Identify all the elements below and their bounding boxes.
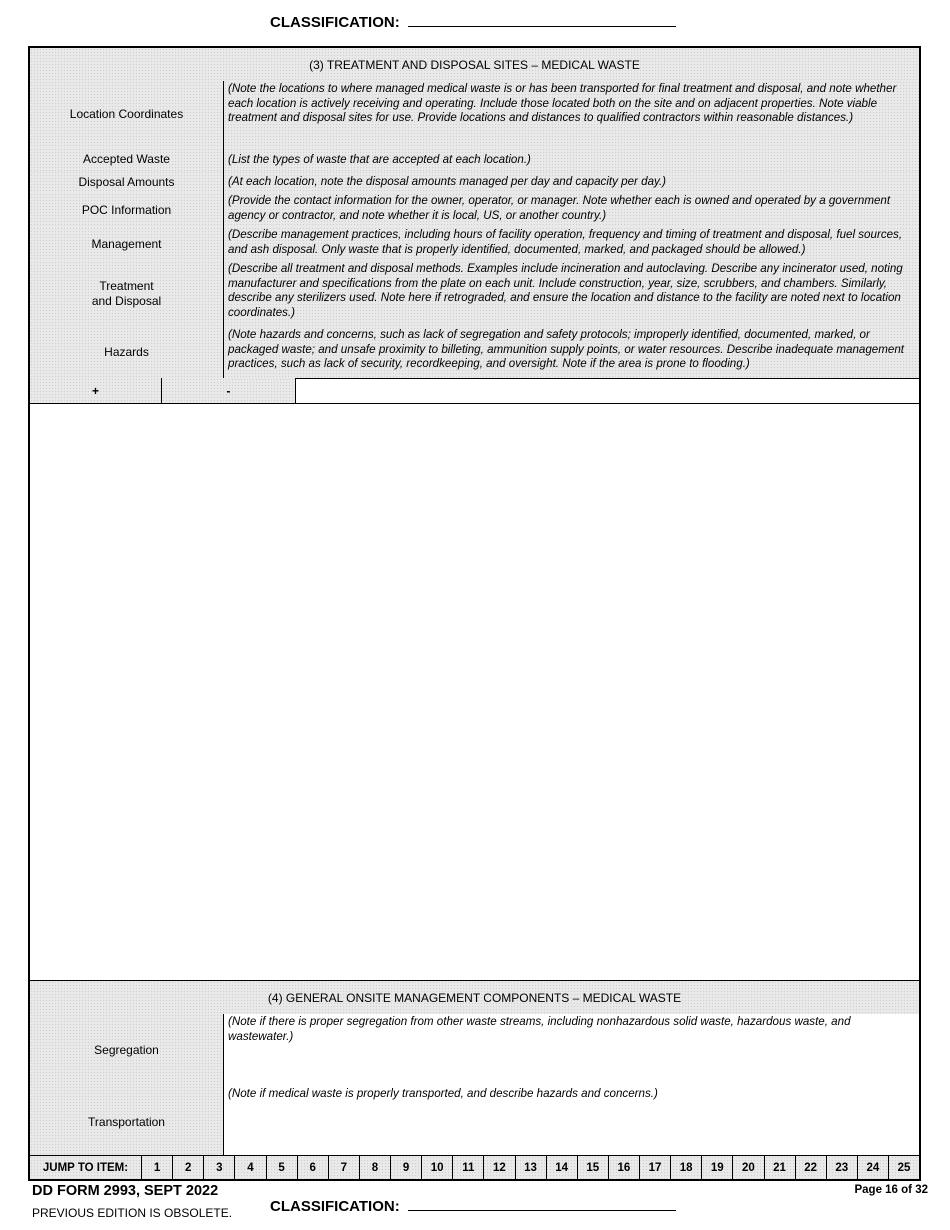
row-label: Management — [30, 227, 224, 261]
row-label: Accepted Waste — [30, 148, 224, 171]
page-number: Page 16 of 32 — [854, 1184, 928, 1196]
jump-item-10[interactable]: 10 — [422, 1156, 453, 1179]
jump-item-21[interactable]: 21 — [765, 1156, 796, 1179]
jump-item-17[interactable]: 17 — [640, 1156, 671, 1179]
jump-item-7[interactable]: 7 — [329, 1156, 360, 1179]
row-description[interactable]: (At each location, note the disposal amounts managed per day and capacity per day.) — [224, 171, 919, 193]
jump-item-14[interactable]: 14 — [547, 1156, 578, 1179]
jump-item-13[interactable]: 13 — [516, 1156, 547, 1179]
row-description[interactable]: (Note hazards and concerns, such as lack of segregation and safety protocols; improperly identified, documented, marked, or packaged waste; and unsafe proximity to billeting, ammunition supply points, or water resources. Describe inadequate management practices, such as lack of security, recordkeeping, and oversight. Note if the area is prone to flooding.) — [224, 327, 919, 378]
classification-header — [270, 12, 676, 31]
row-label: Segregation — [30, 1014, 224, 1086]
previous-edition-note: PREVIOUS EDITION IS OBSOLETE. — [32, 1206, 233, 1220]
row-description[interactable]: (Provide the contact information for the owner, operator, or manager. Note whether each is owned and operated by a government agency or contractor, and note whether it is local, US, or another country.) — [224, 193, 919, 227]
row-description[interactable]: (Note the locations to where managed medical waste is or has been transported for final treatment and disposal, and note whether each location is actively receiving and operating. Include those located both on the site and on adjacent properties. Note viable treatment and disposal sites for use. Provide locations and distances to qualified contractors within reasonable distances.) — [224, 81, 919, 148]
row-label: Location Coordinates — [30, 81, 224, 148]
row-accepted-waste — [30, 148, 919, 172]
jump-item-19[interactable]: 19 — [702, 1156, 733, 1179]
section-4-title: (4) GENERAL ONSITE MANAGEMENT COMPONENTS – MEDICAL WASTE — [30, 981, 919, 1015]
jump-item-15[interactable]: 15 — [578, 1156, 609, 1179]
jump-item-18[interactable]: 18 — [671, 1156, 702, 1179]
row-location-coordinates — [30, 81, 919, 149]
remove-row-button[interactable]: - — [162, 378, 296, 403]
row-transportation — [30, 1086, 919, 1158]
row-description[interactable]: (Describe management practices, including hours of facility operation, frequency and timing of treatment and disposal, fuel sources, and ash disposal. Only waste that is properly identified, documented, marked, and packaged should be allowed.) — [224, 227, 919, 261]
jump-item-3[interactable]: 3 — [204, 1156, 235, 1179]
row-description[interactable]: (Note if there is proper segregation from other waste streams, including nonhazardous solid waste, hazardous waste, and wastewater.) — [224, 1014, 919, 1086]
row-description[interactable]: (Note if medical waste is properly transported, and describe hazards and concerns.) — [224, 1086, 919, 1158]
row-label: Transportation — [30, 1086, 224, 1158]
button-row-spacer — [296, 378, 919, 403]
row-label: Treatment and Disposal — [30, 261, 224, 327]
row-description[interactable]: (Describe all treatment and disposal methods. Examples include incineration and autoclaving. Describe any incinerator used, noting manufacturer and specifications from the plate on each unit. Include construction, year, size, scrubbers, and chambers. Similarly, describe any sterilizers used. Note here if retrograded, and ensure the location and distance to the facility are noted next to location coordinates.) — [224, 261, 919, 327]
add-remove-row — [30, 378, 919, 404]
classification-footer — [270, 1196, 676, 1215]
classification-line — [408, 12, 676, 27]
jump-item-23[interactable]: 23 — [827, 1156, 858, 1179]
form-frame — [28, 46, 921, 1181]
classification-line — [408, 1196, 676, 1211]
add-row-button[interactable]: + — [30, 378, 162, 403]
jump-item-11[interactable]: 11 — [453, 1156, 484, 1179]
row-label: POC Information — [30, 193, 224, 227]
row-description[interactable]: (List the types of waste that are accepted at each location.) — [224, 148, 919, 171]
jump-label: JUMP TO ITEM: — [30, 1156, 142, 1179]
row-label: Disposal Amounts — [30, 171, 224, 193]
entry-area[interactable] — [30, 404, 919, 981]
jump-item-6[interactable]: 6 — [298, 1156, 329, 1179]
classification-label: CLASSIFICATION: — [270, 1198, 400, 1215]
row-management — [30, 227, 919, 262]
jump-item-16[interactable]: 16 — [609, 1156, 640, 1179]
section-3-title: (3) TREATMENT AND DISPOSAL SITES – MEDICAL WASTE — [30, 48, 919, 82]
jump-to-item-bar — [30, 1155, 919, 1179]
row-label: Hazards — [30, 327, 224, 378]
jump-item-25[interactable]: 25 — [897, 1161, 911, 1174]
jump-item-20[interactable]: 20 — [733, 1156, 764, 1179]
jump-item-2[interactable]: 2 — [173, 1156, 204, 1179]
jump-item-22[interactable]: 22 — [796, 1156, 827, 1179]
jump-item-24[interactable]: 24 — [858, 1156, 889, 1179]
jump-item-1[interactable]: 1 — [142, 1156, 173, 1179]
jump-item-12[interactable]: 12 — [484, 1156, 515, 1179]
row-treatment-and-disposal — [30, 261, 919, 328]
row-disposal-amounts — [30, 171, 919, 194]
form-name: DD FORM 2993, SEPT 2022 — [32, 1183, 219, 1199]
row-poc-information — [30, 193, 919, 228]
jump-item-4[interactable]: 4 — [235, 1156, 266, 1179]
jump-item-5[interactable]: 5 — [267, 1156, 298, 1179]
classification-label: CLASSIFICATION: — [270, 14, 400, 31]
jump-item-8[interactable]: 8 — [360, 1156, 391, 1179]
row-segregation — [30, 1014, 919, 1087]
row-hazards — [30, 327, 919, 379]
jump-item-9[interactable]: 9 — [391, 1156, 422, 1179]
